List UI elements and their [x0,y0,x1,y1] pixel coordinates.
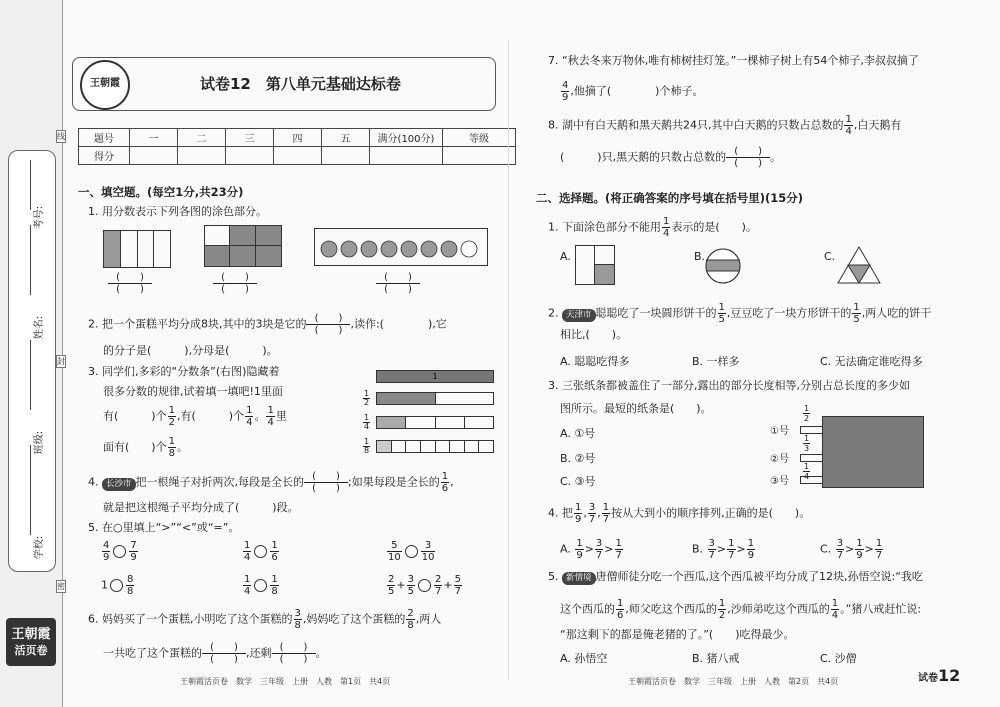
q6-blank[interactable]: ( ) ( ) [272,642,316,665]
bar-seg [406,417,435,428]
q3-line4 [103,436,188,459]
q4-text: 把一根绳子对折两次,每段是全长的 [135,475,305,489]
exam-line [30,160,31,210]
q3-text: 里 [275,409,287,423]
bar-seg [377,441,392,452]
school-label: 学校: [34,535,46,560]
q1-text: 1. 用分数表示下列各图的涂色部分。 [88,205,267,218]
c1-figure-a [575,245,615,285]
section-2-title: 二、选择题。(将正确答案的序号填在括号里)(15分) [536,191,804,205]
cmp-sum[interactable]: $\frac{2}{5}$ + $\frac{3}{5}$ $\frac{2}{7}$ + $\frac{5}{7}$ [388,574,461,597]
c1-option-b[interactable]: B. [694,250,706,263]
region-tag-changsha: 长沙市 [102,478,136,491]
q3-line3 [103,405,287,428]
c1-line [548,216,757,239]
q4-line1: 4. 长沙市 把一根绳子对折两次,每段是全长的 ( ) ( ) ;如果每段是全长的 $\frac{1}{6}$ , [88,471,454,494]
c3-option-b[interactable]: B. ②号 [560,452,596,465]
bar-seg [436,417,465,428]
fold-mark-bot: 密 [57,582,65,591]
bar-seg [377,417,406,428]
c4-option-c[interactable]: C. $\frac{3}{7}$ > $\frac{1}{9}$ > $\frac{1}{7}$ [820,538,883,561]
strip-2-fraction: $\frac{1}{3}$ [804,434,810,453]
bar-seg [406,441,421,452]
q6-text: ,妈妈吃了这个蛋糕的 [302,612,406,626]
q1-answer-3[interactable]: ( ) ( ) [376,272,420,295]
q7-line2 [560,80,703,103]
q4-blank[interactable]: ( ) ( ) [304,471,348,494]
region-tag-tianjin: 天津市 [562,309,596,322]
fraction-3-7: $\frac{3}{7}$ [588,502,596,525]
q2-line1 [88,313,447,336]
fraction-1-2: $\frac{1}{2}$ [718,598,726,621]
strip-3-fraction: $\frac{1}{4}$ [804,462,810,481]
strip-2-label: ②号 [770,454,789,465]
fraction-3-8: $\frac{3}{8}$ [294,608,301,631]
fraction-1-4: $\frac{1}{4}$ [663,216,670,239]
q1-cell [121,231,138,267]
logo-badge: 王朝霞 [80,60,130,110]
score-cell: 三 [226,129,274,147]
score-cell: 二 [178,129,226,147]
c5-option-a[interactable]: A. 孙悟空 [560,652,608,665]
strip-1-fraction: $\frac{1}{2}$ [804,404,810,423]
bar-label-quarter: $\frac{1}{4}$ [364,413,370,431]
bar-seg [465,441,480,452]
cmp-1-4-vs-1-8[interactable]: $\frac{1}{4}$ $\frac{1}{8}$ [244,574,278,597]
cmp-1-vs-8-8[interactable]: 1 $\frac{8}{8}$ [101,574,134,597]
c5-option-b[interactable]: B. 猪八戒 [692,652,740,665]
score-cell: 题号 [79,129,130,147]
q2-text-a: 2. 把一个蛋糕平均分成8块,其中的3块是它的 [88,317,307,331]
q8-text: ,白天鹅有 [853,118,902,132]
bar-seg [450,441,465,452]
apple-group [321,241,477,257]
score-cell: 五 [322,129,370,147]
bar-halves [376,392,494,405]
c3-line1: 3. 三张纸条都被盖住了一部分,露出的部分长度相等,分别占总长度的多少如 [548,379,910,392]
q1-cell [154,231,170,267]
q1-figure-1 [103,230,171,268]
brand-logo [6,618,56,666]
c4-text: 4. 把 [548,506,573,520]
q3-text: 面有( )个 [103,440,167,454]
q3-line1: 3. 同学们,多彩的“分数条”(右图)隐藏着 [88,365,280,378]
q6-text: 6. 妈妈买了一个蛋糕,小明吃了这个蛋糕的 [88,612,293,626]
q6-line1 [88,608,441,631]
c3-line2: 图所示。最短的纸条是( )。 [560,402,712,415]
q2-line2: 的分子是( ),分母是( )。 [103,344,278,357]
fraction-1-6: $\frac{1}{6}$ [441,471,449,494]
bar-label-half: $\frac{1}{2}$ [364,389,370,407]
page-divider [508,40,509,680]
score-input[interactable] [226,147,274,165]
section-1-title: 一、填空题。(每空1分,共23分) [78,185,244,199]
bar-seg [436,441,451,452]
score-input[interactable] [178,147,226,165]
q8-line1 [548,114,901,137]
q8-text: ( )只,黑天鹅的只数占总数的 [560,150,727,164]
c4-line: 4. 把 $\frac{1}{9}$ , $\frac{3}{7}$ , $\frac{1}{7}$ 按从大到小的顺序排列,正确的是( )。 [548,502,811,525]
c2-text: ,两人吃的饼干 [861,306,932,320]
c4-option-a[interactable]: A. $\frac{1}{9}$ > $\frac{3}{7}$ > $\frac{1}{7}$ [560,538,622,561]
c2-option-b[interactable]: B. 一样多 [692,355,740,368]
exam-no-label: 考号: [34,205,46,230]
c2-text: ,豆豆吃了一块方形饼干的 [726,306,852,320]
c1-figure-c [836,245,882,285]
apples-svg [315,229,487,265]
cmp-1-4-vs-1-6[interactable]: $\frac{1}{4}$ $\frac{1}{6}$ [244,540,278,563]
q1-cell [230,226,255,246]
score-cell: 四 [274,129,322,147]
c1-text: 1. 下面涂色部分不能用 [548,220,661,234]
cover-box [822,416,924,488]
fraction-1-2: $\frac{1}{2}$ [168,405,175,428]
school-line [30,445,31,535]
fraction-1-5: $\frac{1}{5}$ [718,302,725,325]
q6-text: ,还剩 [246,646,272,660]
bar-seg [421,441,436,452]
cmp-5-10-vs-3-10[interactable]: $\frac{5}{10}$ $\frac{3}{10}$ [388,540,435,563]
score-input[interactable] [130,147,178,165]
fraction-1-8: $\frac{1}{8}$ [168,436,175,459]
c5-line1: 5. 新情境 唐僧师徒分吃一个西瓜,这个西瓜被平均分成了12块,孙悟空说:“我吃 [548,570,923,583]
c3-option-a[interactable]: A. ①号 [560,427,596,440]
q4-line2: 就是把这根绳子平均分成了( )段。 [103,501,299,514]
c5-option-c[interactable]: C. 沙僧 [820,652,857,665]
fraction-1-4: $\frac{1}{4}$ [831,598,839,621]
exam-number-badge [918,666,960,685]
bar-seg [377,393,436,404]
bar-label-eighth: $\frac{1}{8}$ [364,437,370,455]
brand-sub: 活页卷 [14,644,48,657]
footer-right: 王朝霞活页卷 数学 三年级 上册 人教 第2页 共4页 [628,677,839,686]
q3-text: ,有( )个 [176,409,245,423]
q1-cell [205,246,230,266]
c4-text: 按从大到小的顺序排列,正确的是( )。 [611,506,811,520]
q5-text: 5. 在○里填上“>”“<”或“=”。 [88,521,240,534]
c5-text: ,沙师弟吃这个西瓜的 [727,602,830,616]
strip-3-label: ③号 [770,476,789,487]
q6-text: 一共吃了这个蛋糕的 [103,646,202,660]
fraction-2-8: $\frac{2}{8}$ [407,608,414,631]
score-cell: 等级 [443,129,516,147]
q1-cell [256,246,281,266]
new-context-tag: 新情境 [562,572,596,585]
strip-1-label: ①号 [770,426,789,437]
q1-figure-2 [204,225,282,267]
fold-mark-top: 线 [57,132,65,141]
c1-option-c[interactable]: C. [824,250,836,263]
c3-option-c[interactable]: C. ③号 [560,475,596,488]
cmp-4-9-vs-7-9[interactable]: $\frac{4}{9}$ $\frac{7}{9}$ [103,540,137,563]
q6-line2: 一共吃了这个蛋糕的 ( ) ( ) ,还剩 ( ) ( ) 。 [103,642,327,665]
c2-option-a[interactable]: A. 聪聪吃得多 [560,355,630,368]
q1-cell [256,226,281,246]
bar-seg [436,393,494,404]
q1-cell [138,231,155,267]
c5-text: ,师父吃这个西瓜的 [625,602,717,616]
q8-blank[interactable]: ( ) ( ) [726,146,770,169]
q3-text: 有( )个 [103,409,167,423]
bar-eighths [376,440,494,453]
fraction-1-9: $\frac{1}{9}$ [575,502,582,525]
brand-name: 王朝霞 [11,627,51,642]
class-line [30,340,31,410]
fraction-bar-chart [362,368,496,460]
c3-strips-figure [770,404,930,487]
q1-answer-2[interactable]: ( ) ( ) [213,272,257,295]
c2-line2: 相比,( )。 [560,328,628,341]
c2-text: 聪聪吃了一块圆形饼干的 [595,306,717,320]
c5-line2 [560,598,921,621]
score-cell: 一 [130,129,178,147]
fraction-1-4: $\frac{1}{4}$ [845,114,852,137]
q8-line2: ( )只,黑天鹅的只数占总数的 ( ) ( ) 。 [560,146,782,169]
fraction-1-7: $\frac{1}{7}$ [602,502,610,525]
bar-seg [392,441,407,452]
q7-line1: 7. “秋去冬来万物休,唯有柿树挂灯笼。”一棵柿子树上有54个柿子,李叔叔摘了 [548,54,919,67]
c1-option-a[interactable]: A. [560,250,571,263]
score-value-row [79,147,516,165]
bar-seg [479,441,493,452]
q2-text-b: ,读作:( ),它 [350,317,447,331]
bar-seg [465,417,493,428]
q1-cell [104,231,121,267]
footer-left: 王朝霞活页卷 数学 三年级 上册 人教 第1页 共4页 [180,677,391,686]
name-line [30,225,31,295]
score-input[interactable] [322,147,370,165]
score-input[interactable] [370,147,443,165]
q1-cell [230,246,255,266]
badge-number: 12 [938,666,961,685]
fraction-1-4: $\frac{1}{4}$ [267,405,274,428]
q7-text: ,他摘了( )个柿子。 [570,84,704,98]
bar-quarters [376,416,494,429]
fraction-4-9: $\frac{4}{9}$ [562,80,569,103]
c5-text: 唐僧师徒分吃一个西瓜,这个西瓜被平均分成了12块,孙悟空说:“我吃 [595,570,923,583]
class-label: 班级: [34,430,46,455]
c5-text: 。”猪八戒赶忙说: [840,602,922,616]
q8-text: 8. 湖中有白天鹅和黑天鹅共24只,其中白天鹅的只数占总数的 [548,118,844,132]
c1a-shade [595,265,614,284]
score-cell: 得分 [79,147,130,165]
c1-figure-b [704,247,742,285]
q1-figure-3 [314,228,488,266]
score-cell: 满分(100分) [370,129,443,147]
fraction-1-6: $\frac{1}{6}$ [617,598,624,621]
q3-line2: 很多分数的规律,试着填一填吧!1里面 [103,385,283,398]
page-title: 试卷12 第八单元基础达标卷 [200,75,401,93]
fraction-1-4: $\frac{1}{4}$ [246,405,253,428]
name-label: 姓名: [34,315,46,340]
score-table [78,128,516,165]
badge-label: 试卷 [918,673,938,684]
fold-mark-mid: 封 [57,357,65,366]
score-input[interactable] [274,147,322,165]
q3-text: 。 [176,440,188,454]
score-header-row [79,129,516,147]
c5-text: 这个西瓜的 [560,602,615,616]
q4-text: ;如果每段是全长的 [348,475,440,489]
q1-cell [205,226,230,246]
q6-text: ,两人 [415,612,442,626]
q1-answer-1[interactable]: ( ) ( ) [108,272,152,295]
c2-option-c[interactable]: C. 无法确定谁吃得多 [820,355,923,368]
q2-blank[interactable]: ( ) ( ) [306,313,350,336]
c1-text: 表示的是( )。 [671,220,757,234]
q3-text: 。 [254,409,266,423]
fraction-1-5: $\frac{1}{5}$ [853,302,860,325]
c4-option-b[interactable]: B. $\frac{3}{7}$ > $\frac{1}{7}$ > $\frac{1}{9}$ [692,538,755,561]
score-input[interactable] [443,147,516,165]
c2-line1: 2. 天津市 聪聪吃了一块圆形饼干的 $\frac{1}{5}$ ,豆豆吃了一块方形饼干的 $\frac{1}{5}$ ,两人吃的饼干 [548,302,932,325]
c5-line3: “那这剩下的都是俺老猪的了。”( )吃得最少。 [560,628,795,641]
bar-whole: 1 [376,370,494,383]
q6-blank[interactable]: ( ) ( ) [202,642,246,665]
